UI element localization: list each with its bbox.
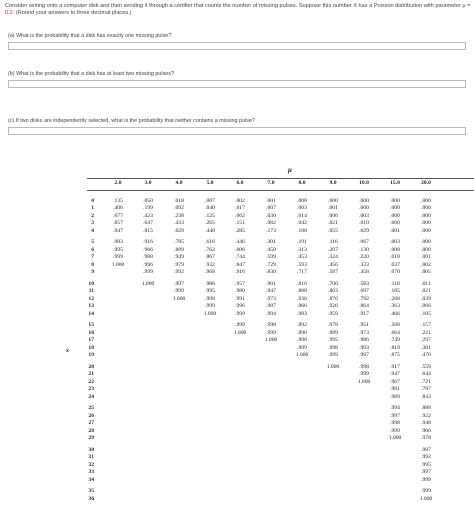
table-cell: .983 xyxy=(297,310,307,317)
row-label: 21 xyxy=(88,371,94,378)
table-cell: .066 xyxy=(421,303,431,310)
row-label: 31 xyxy=(88,454,94,461)
row-label: 26 xyxy=(88,412,94,419)
row-label: 6 xyxy=(91,246,94,253)
column-header: 15.0 xyxy=(390,180,400,186)
table-cell: .466 xyxy=(390,310,400,317)
table-cell: .599 xyxy=(266,254,276,261)
table-cell: .936 xyxy=(297,295,307,302)
table-cell: .014 xyxy=(297,212,307,219)
table-cell: .363 xyxy=(390,303,400,310)
table-cell: .947 xyxy=(390,371,400,378)
column-header: 6.0 xyxy=(236,180,244,186)
table-cell: .265 xyxy=(205,220,215,227)
table-cell: .118 xyxy=(390,280,400,287)
table-cell: 1.000 xyxy=(233,329,247,336)
table-cell: .456 xyxy=(328,261,338,268)
table-cell: .847 xyxy=(235,261,245,268)
row-label: 27 xyxy=(88,420,94,427)
table-cell: 1.000 xyxy=(357,378,371,385)
table-cell: .951 xyxy=(359,322,369,329)
table-cell: .050 xyxy=(143,198,153,204)
table-cell: .997 xyxy=(174,280,184,287)
row-label: 9 xyxy=(91,269,94,276)
part-a-answer-input[interactable] xyxy=(8,42,466,50)
table-cell: .999 xyxy=(328,352,338,359)
table-cell: .000 xyxy=(390,198,400,204)
table-cell: .922 xyxy=(421,412,431,419)
table-cell: .008 xyxy=(390,246,400,253)
table-cell: .018 xyxy=(174,198,184,204)
table-cell: .285 xyxy=(235,227,245,234)
table-cell: .926 xyxy=(328,303,338,310)
row-label: 4 xyxy=(91,227,94,234)
table-cell: .207 xyxy=(328,246,338,253)
table-top-rule xyxy=(87,178,474,179)
table-cell: .000 xyxy=(390,220,400,227)
table-cell: .458 xyxy=(359,269,369,276)
table-cell: .948 xyxy=(421,420,431,427)
table-cell: 1.000 xyxy=(172,295,186,302)
table-cell: 1.000 xyxy=(111,261,125,268)
table-cell: .000 xyxy=(328,198,338,204)
row-label: 22 xyxy=(88,378,94,385)
table-cell: .000 xyxy=(421,198,431,204)
table-cell: .616 xyxy=(205,239,215,246)
table-cell: .994 xyxy=(390,405,400,412)
row-label: 15 xyxy=(88,322,94,329)
table-cell: .587 xyxy=(328,269,338,276)
table-cell: .996 xyxy=(235,303,245,310)
table-cell: .003 xyxy=(359,212,369,219)
table-cell: .333 xyxy=(359,261,369,268)
column-header: 2.0 xyxy=(114,180,122,186)
column-header: 5.0 xyxy=(206,180,214,186)
table-cell: .992 xyxy=(421,454,431,461)
table-cell: .992 xyxy=(297,322,307,329)
table-cell: .002 xyxy=(421,261,431,268)
table-cell: 1.000 xyxy=(326,363,340,370)
table-cell: .100 xyxy=(297,227,307,234)
table-cell: .999 xyxy=(113,254,123,261)
table-cell: .816 xyxy=(297,280,307,287)
table-cell: 1.000 xyxy=(141,280,155,287)
table-cell: .787 xyxy=(421,386,431,393)
table-cell: .994 xyxy=(266,310,276,317)
table-cell: .995 xyxy=(328,337,338,344)
table-cell: .037 xyxy=(390,261,400,268)
table-cell: .092 xyxy=(174,205,184,212)
table-cell: 1.000 xyxy=(264,337,278,344)
table-cell: .973 xyxy=(266,295,276,302)
row-label: 12 xyxy=(88,295,94,302)
table-cell: .297 xyxy=(421,337,431,344)
table-cell: .999 xyxy=(205,303,215,310)
table-cell: .583 xyxy=(359,280,369,287)
table-cell: .105 xyxy=(421,310,431,317)
table-cell: .606 xyxy=(235,246,245,253)
table-cell: .157 xyxy=(421,322,431,329)
table-cell: .997 xyxy=(421,469,431,476)
table-cell: .001 xyxy=(328,205,338,212)
row-label: 8 xyxy=(91,261,94,268)
table-cell: .947 xyxy=(113,227,123,234)
table-cell: .021 xyxy=(328,220,338,227)
table-cell: .996 xyxy=(143,261,153,268)
table-cell: .067 xyxy=(359,239,369,246)
table-cell: .917 xyxy=(390,363,400,370)
table-cell: .968 xyxy=(205,269,215,276)
table-cell: .000 xyxy=(297,198,307,204)
table-cell: .000 xyxy=(390,205,400,212)
x-axis-label: x xyxy=(66,348,69,354)
table-cell: .446 xyxy=(235,239,245,246)
table-cell: .959 xyxy=(328,310,338,317)
table-cell: 1.000 xyxy=(295,352,309,359)
table-cell: .995 xyxy=(421,461,431,468)
row-label: 17 xyxy=(88,337,94,344)
table-cell: .989 xyxy=(328,329,338,336)
table-cell: .875 xyxy=(390,352,400,359)
row-label: 1 xyxy=(91,205,94,212)
table-cell: .888 xyxy=(297,288,307,295)
table-cell: .996 xyxy=(297,329,307,336)
table-cell: .830 xyxy=(266,269,276,276)
row-label: 18 xyxy=(88,344,94,351)
table-cell: .997 xyxy=(359,352,369,359)
table-cell: .018 xyxy=(390,254,400,261)
table-cell: .998 xyxy=(266,322,276,329)
part-c-label: (c) If two disks are independently selected, what is the probability that neither contains a missing pulse? xyxy=(8,118,255,124)
poisson-cdf-table xyxy=(66,166,474,503)
table-cell: .000 xyxy=(390,212,400,219)
table-cell: .559 xyxy=(421,363,431,370)
row-label: 16 xyxy=(88,329,94,336)
table-cell: .029 xyxy=(359,227,369,234)
table-cell: .706 xyxy=(328,280,338,287)
table-cell: .644 xyxy=(421,371,431,378)
table-cell: .957 xyxy=(235,280,245,287)
table-cell: .647 xyxy=(143,220,153,227)
table-cell: .005 xyxy=(421,269,431,276)
table-cell: .450 xyxy=(266,246,276,253)
table-cell: .917 xyxy=(359,310,369,317)
table-cell: .978 xyxy=(328,322,338,329)
table-cell: .992 xyxy=(174,269,184,276)
table-cell: .843 xyxy=(421,393,431,400)
table-cell: .039 xyxy=(421,295,431,302)
table-cell: .973 xyxy=(359,329,369,336)
table-cell: .568 xyxy=(390,322,400,329)
table-cell: .999 xyxy=(235,322,245,329)
table-cell: .762 xyxy=(205,246,215,253)
table-cell: .901 xyxy=(266,280,276,287)
table-cell: .006 xyxy=(328,212,338,219)
table-header-rule xyxy=(87,190,474,191)
table-cell: .785 xyxy=(174,239,184,246)
table-cell: .173 xyxy=(266,227,276,234)
table-cell: .221 xyxy=(421,329,431,336)
table-cell: 1.000 xyxy=(388,435,402,442)
table-cell: .313 xyxy=(297,246,307,253)
table-cell: .998 xyxy=(205,295,215,302)
part-a-label: (a) What is the probability that a disk has exactly one missing pulse? xyxy=(8,33,172,39)
table-cell: .981 xyxy=(390,386,400,393)
table-cell: .967 xyxy=(390,378,400,385)
row-label: 30 xyxy=(88,446,94,453)
table-cell: .030 xyxy=(266,212,276,219)
table-cell: .987 xyxy=(266,303,276,310)
column-header: 9.0 xyxy=(329,180,337,186)
table-cell: .749 xyxy=(390,337,400,344)
table-cell: .998 xyxy=(328,344,338,351)
table-cell: .857 xyxy=(113,220,123,227)
column-header: 8.0 xyxy=(298,180,306,186)
table-cell: .986 xyxy=(205,280,215,287)
table-cell: .966 xyxy=(421,427,431,434)
column-header: 4.0 xyxy=(175,180,183,186)
table-cell: .999 xyxy=(143,269,153,276)
problem-text-after: . (Round your answers to three decimal places.) xyxy=(12,10,132,17)
table-cell: .062 xyxy=(235,212,245,219)
table-cell: .135 xyxy=(113,198,123,204)
table-cell: .000 xyxy=(359,205,369,212)
table-cell: .010 xyxy=(359,220,369,227)
table-cell: .433 xyxy=(174,220,184,227)
row-label: 2 xyxy=(91,212,94,219)
row-label: 19 xyxy=(88,352,94,359)
table-cell: .677 xyxy=(113,212,123,219)
table-cell: .803 xyxy=(328,288,338,295)
table-cell: .199 xyxy=(143,205,153,212)
table-cell: .381 xyxy=(421,344,431,351)
table-cell: .932 xyxy=(205,261,215,268)
row-label: 10 xyxy=(88,280,94,287)
table-cell: .999 xyxy=(174,288,184,295)
column-header: 3.0 xyxy=(144,180,152,186)
table-cell: .017 xyxy=(235,205,245,212)
table-cell: .999 xyxy=(421,488,431,495)
table-cell: .991 xyxy=(235,295,245,302)
table-cell: .470 xyxy=(421,352,431,359)
part-b-answer-input[interactable] xyxy=(8,80,466,88)
table-cell: .966 xyxy=(143,246,153,253)
table-cell: .191 xyxy=(297,239,307,246)
table-cell: .000 xyxy=(421,220,431,227)
table-cell: .729 xyxy=(266,261,276,268)
row-label: 32 xyxy=(88,461,94,468)
table-cell: .998 xyxy=(297,337,307,344)
row-label: 11 xyxy=(88,288,94,295)
table-cell: .995 xyxy=(113,246,123,253)
row-label: 29 xyxy=(88,435,94,442)
table-cell: .055 xyxy=(328,227,338,234)
table-cell: .819 xyxy=(390,344,400,351)
table-cell: .966 xyxy=(297,303,307,310)
table-cell: .815 xyxy=(143,227,153,234)
row-label: 13 xyxy=(88,303,94,310)
row-label: 28 xyxy=(88,427,94,434)
column-header: 20.0 xyxy=(421,180,431,186)
table-cell: .717 xyxy=(297,269,307,276)
table-cell: .988 xyxy=(143,254,153,261)
table-cell: .744 xyxy=(235,254,245,261)
table-cell: .003 xyxy=(390,239,400,246)
table-cell: .697 xyxy=(359,288,369,295)
table-cell: .721 xyxy=(421,378,431,385)
table-cell: .593 xyxy=(297,261,307,268)
table-cell: .000 xyxy=(421,205,431,212)
row-label: 7 xyxy=(91,254,94,261)
table-cell: .889 xyxy=(174,246,184,253)
table-cell: .000 xyxy=(421,227,431,234)
table-cell: .983 xyxy=(113,239,123,246)
table-cell: .999 xyxy=(235,310,245,317)
table-cell: .238 xyxy=(174,212,184,219)
table-cell: .423 xyxy=(143,212,153,219)
part-c-answer-input[interactable] xyxy=(8,127,466,135)
table-cell: .406 xyxy=(113,205,123,212)
table-cell: .021 xyxy=(421,288,431,295)
table-cell: .151 xyxy=(235,220,245,227)
table-cell: .001 xyxy=(266,198,276,204)
table-cell: .629 xyxy=(174,227,184,234)
table-cell: .916 xyxy=(235,269,245,276)
table-cell: .999 xyxy=(359,371,369,378)
table-cell: .042 xyxy=(297,220,307,227)
table-cell: .000 xyxy=(359,198,369,204)
table-cell: .876 xyxy=(328,295,338,302)
table-cell: .998 xyxy=(359,363,369,370)
table-cell: .011 xyxy=(421,280,431,287)
table-cell: .979 xyxy=(174,261,184,268)
row-label: 24 xyxy=(88,393,94,400)
table-cell: .040 xyxy=(205,205,215,212)
table-cell: .867 xyxy=(205,254,215,261)
table-cell: .082 xyxy=(266,220,276,227)
table-cell: .864 xyxy=(359,303,369,310)
table-cell: .453 xyxy=(297,254,307,261)
column-header: 7.0 xyxy=(267,180,275,186)
row-label: 35 xyxy=(88,488,94,495)
mu-value: 0.2 xyxy=(5,10,13,17)
row-label: 0 xyxy=(91,198,94,204)
table-cell: .999 xyxy=(421,476,431,483)
row-label: 36 xyxy=(88,495,94,502)
table-cell: .070 xyxy=(390,269,400,276)
column-header: 10.0 xyxy=(359,180,369,186)
table-cell: .324 xyxy=(328,254,338,261)
table-cell: .000 xyxy=(421,246,431,253)
table-cell: .000 xyxy=(421,212,431,219)
table-cell: .949 xyxy=(174,254,184,261)
table-cell: .002 xyxy=(235,198,245,204)
table-cell: .125 xyxy=(205,212,215,219)
table-cell: .999 xyxy=(266,329,276,336)
table-cell: .185 xyxy=(390,288,400,295)
row-label: 33 xyxy=(88,469,94,476)
table-cell: .997 xyxy=(390,412,400,419)
table-cell: .989 xyxy=(390,393,400,400)
table-cell: .916 xyxy=(143,239,153,246)
table-cell: .995 xyxy=(205,288,215,295)
table-cell: .001 xyxy=(421,254,431,261)
table-cell: .220 xyxy=(359,254,369,261)
table-cell: .993 xyxy=(359,344,369,351)
row-label: 5 xyxy=(91,239,94,246)
row-label: 34 xyxy=(88,476,94,483)
table-cell: .999 xyxy=(390,427,400,434)
table-cell: .978 xyxy=(421,435,431,442)
table-cell: .007 xyxy=(266,205,276,212)
table-cell: .986 xyxy=(359,337,369,344)
table-cell: .440 xyxy=(205,227,215,234)
table-cell: .000 xyxy=(421,239,431,246)
table-cell: .268 xyxy=(390,295,400,302)
table-cell: .947 xyxy=(266,288,276,295)
table-cell: .116 xyxy=(328,239,338,246)
table-cell: .987 xyxy=(421,446,431,453)
table-cell: 1.000 xyxy=(419,495,433,502)
row-label: 23 xyxy=(88,386,94,393)
table-cell: .301 xyxy=(266,239,276,246)
row-label: 25 xyxy=(88,405,94,412)
table-cell: 1.000 xyxy=(203,310,217,317)
row-label: 20 xyxy=(88,363,94,370)
part-b-label: (b) What is the probability that a disk has at least two missing pulses? xyxy=(8,71,174,77)
table-cell: .003 xyxy=(297,205,307,212)
table-cell: .007 xyxy=(205,198,215,204)
table-cell: .998 xyxy=(390,420,400,427)
problem-statement xyxy=(5,3,471,18)
table-cell: .001 xyxy=(390,227,400,234)
row-label: 14 xyxy=(88,310,94,317)
problem-text-before: Consider writing onto a computer disk and then sending it through a certifier that counts the number of missing pulses. Suppose this number X has a Poisson distribution with parameter μ = xyxy=(5,3,471,9)
mu-axis-label: μ xyxy=(288,166,292,174)
table-cell: .980 xyxy=(235,288,245,295)
table-cell: .999 xyxy=(297,344,307,351)
row-label: 3 xyxy=(91,220,94,227)
table-cell: .664 xyxy=(390,329,400,336)
table-cell: .888 xyxy=(421,405,431,412)
table-cell: .130 xyxy=(359,246,369,253)
table-cell: .792 xyxy=(359,295,369,302)
